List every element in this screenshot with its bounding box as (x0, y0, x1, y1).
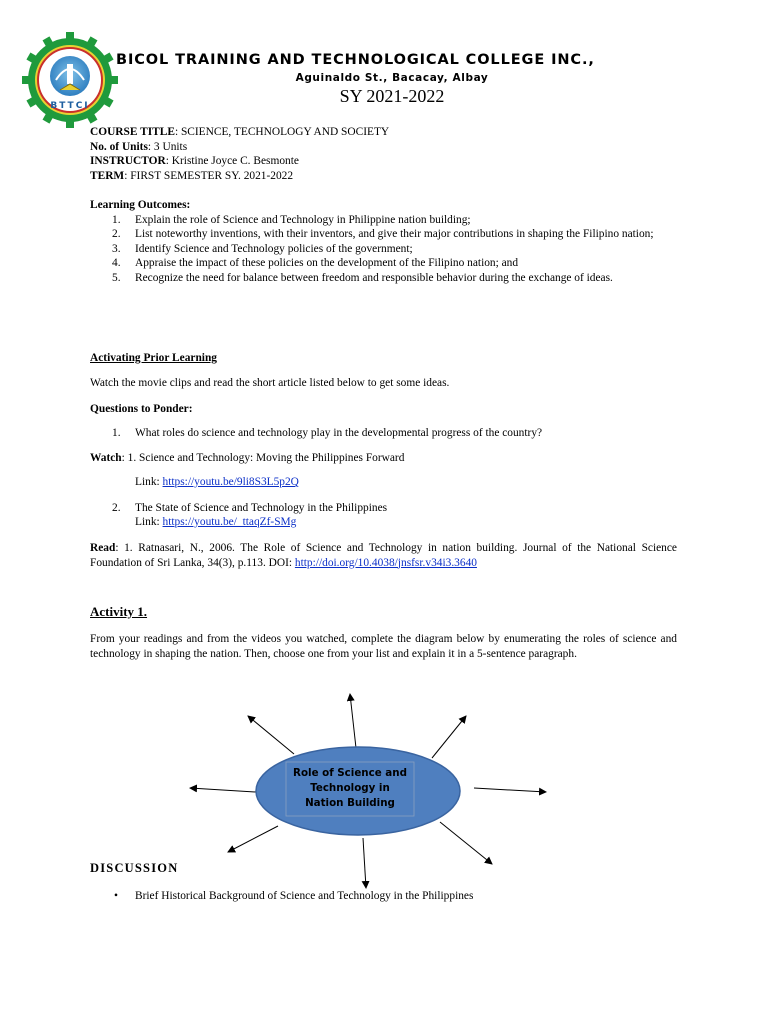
link-label: Link: (135, 476, 163, 488)
course-title-line (90, 125, 677, 140)
learning-outcomes-heading: Learning Outcomes: (90, 199, 191, 211)
list-text: Explain the role of Science and Technology in Philippine nation building; (135, 213, 471, 226)
question-text: What roles do science and technology play in the developmental progress of the country? (135, 427, 543, 439)
college-name: BICOL TRAINING AND TECHNOLOGICAL COLLEGE INC., (116, 52, 595, 68)
video-link-2[interactable]: https://youtu.be/_ttaqZf-SMg (162, 516, 297, 528)
list-item (90, 256, 677, 271)
course-title-label: COURSE TITLE (90, 126, 175, 138)
diagram-center-label (286, 766, 414, 811)
watch-item-1: : 1. Science and Technology: Moving the Philippines Forward (121, 452, 405, 464)
arrow-top (350, 694, 356, 748)
list-text: Identify Science and Technology policies of the government; (135, 242, 413, 255)
instructor-line (90, 154, 677, 169)
question-number: 1. (112, 427, 121, 439)
prior-learning-intro: Watch the movie clips and read the short article listed below to get some ideas. (90, 377, 450, 389)
list-item (90, 227, 677, 242)
college-address: Aguinaldo St., Bacacay, Albay (295, 72, 489, 84)
list-item (90, 242, 677, 257)
list-number: 1. (112, 213, 121, 226)
link-line-1 (90, 475, 677, 490)
term-line (90, 169, 677, 184)
list-number: 3. (112, 242, 121, 255)
link-label: Link: (135, 516, 163, 528)
read-paragraph (90, 541, 677, 570)
arrow-left (190, 788, 256, 792)
bullet-text: Brief Historical Background of Science and Technology in the Philippines (135, 890, 474, 902)
watch-line (90, 451, 677, 466)
activity-instructions: From your readings and from the videos you watched, complete the diagram below by enumerating the roles of science and technology in shaping the nation. Then, choose one from your list and explain it in a 5-sentence paragraph. (90, 633, 677, 660)
list-number: 5. (112, 271, 121, 284)
arrow-upper-right (432, 716, 466, 758)
read-label: Read (90, 542, 116, 554)
instructor-value: : Kristine Joyce C. Besmonte (165, 155, 299, 167)
learning-outcomes (90, 198, 677, 285)
watch-label: Watch (90, 452, 122, 464)
course-title-value: : SCIENCE, TECHNOLOGY AND SOCIETY (174, 126, 390, 138)
center-label-line-3: Nation Building (305, 797, 395, 809)
arrow-upper-left (248, 716, 294, 754)
term-value: : FIRST SEMESTER SY. 2021-2022 (124, 169, 294, 182)
center-label-line-1: Role of Science and (293, 767, 407, 779)
list-text: Appraise the impact of these policies on the development of the Filipino nation; and (135, 257, 519, 269)
watch-2-text: The State of Science and Technology in the Philippines (135, 502, 388, 514)
discussion-title: DISCUSSION (90, 861, 179, 875)
center-label-line-2: Technology in (310, 782, 390, 794)
units-label: No. of Units (90, 140, 148, 153)
logo-lettering: BTTCI (50, 101, 90, 111)
term-label: TERM (90, 169, 125, 182)
activity-title: Activity 1. (90, 604, 148, 619)
instructor-label: INSTRUCTOR (90, 155, 166, 167)
link-line-2 (90, 515, 677, 530)
units-value: : 3 Units (147, 140, 188, 153)
list-number: 4. (112, 257, 121, 269)
list-text: Recognize the need for balance between freedom and responsible behavior during the exchange of ideas. (135, 271, 613, 284)
list-item (90, 271, 677, 286)
school-year: SY 2021-2022 (339, 86, 445, 106)
units-line (90, 140, 677, 155)
questions-heading: Questions to Ponder: (90, 403, 193, 415)
list-number: 2. (112, 228, 121, 240)
prior-learning-heading: Activating Prior Learning (90, 352, 217, 364)
arrow-lower-right (440, 822, 492, 864)
bullet-icon: • (114, 890, 118, 902)
watch-2-number: 2. (112, 502, 121, 514)
arrow-right (474, 788, 546, 792)
read-text: : 1. Ratnasari, N., 2006. The Role of Science and Technology in nation building. Journal of the National Science Foundation of Sri Lanka, 34(3), p.113. DOI: (90, 542, 677, 569)
list-text: List noteworthy inventions, with their inventors, and give their major contributions in shaping the Filipino nation; (135, 228, 654, 240)
doi-link[interactable]: http://doi.org/10.4038/jnsfsr.v34i3.3640 (294, 556, 477, 569)
course-info (90, 125, 677, 183)
list-item (90, 213, 677, 228)
arrow-lower-left (228, 826, 278, 852)
learning-outcomes-list (90, 213, 677, 286)
video-link-1[interactable]: https://youtu.be/9li8S3L5p2Q (162, 476, 299, 488)
